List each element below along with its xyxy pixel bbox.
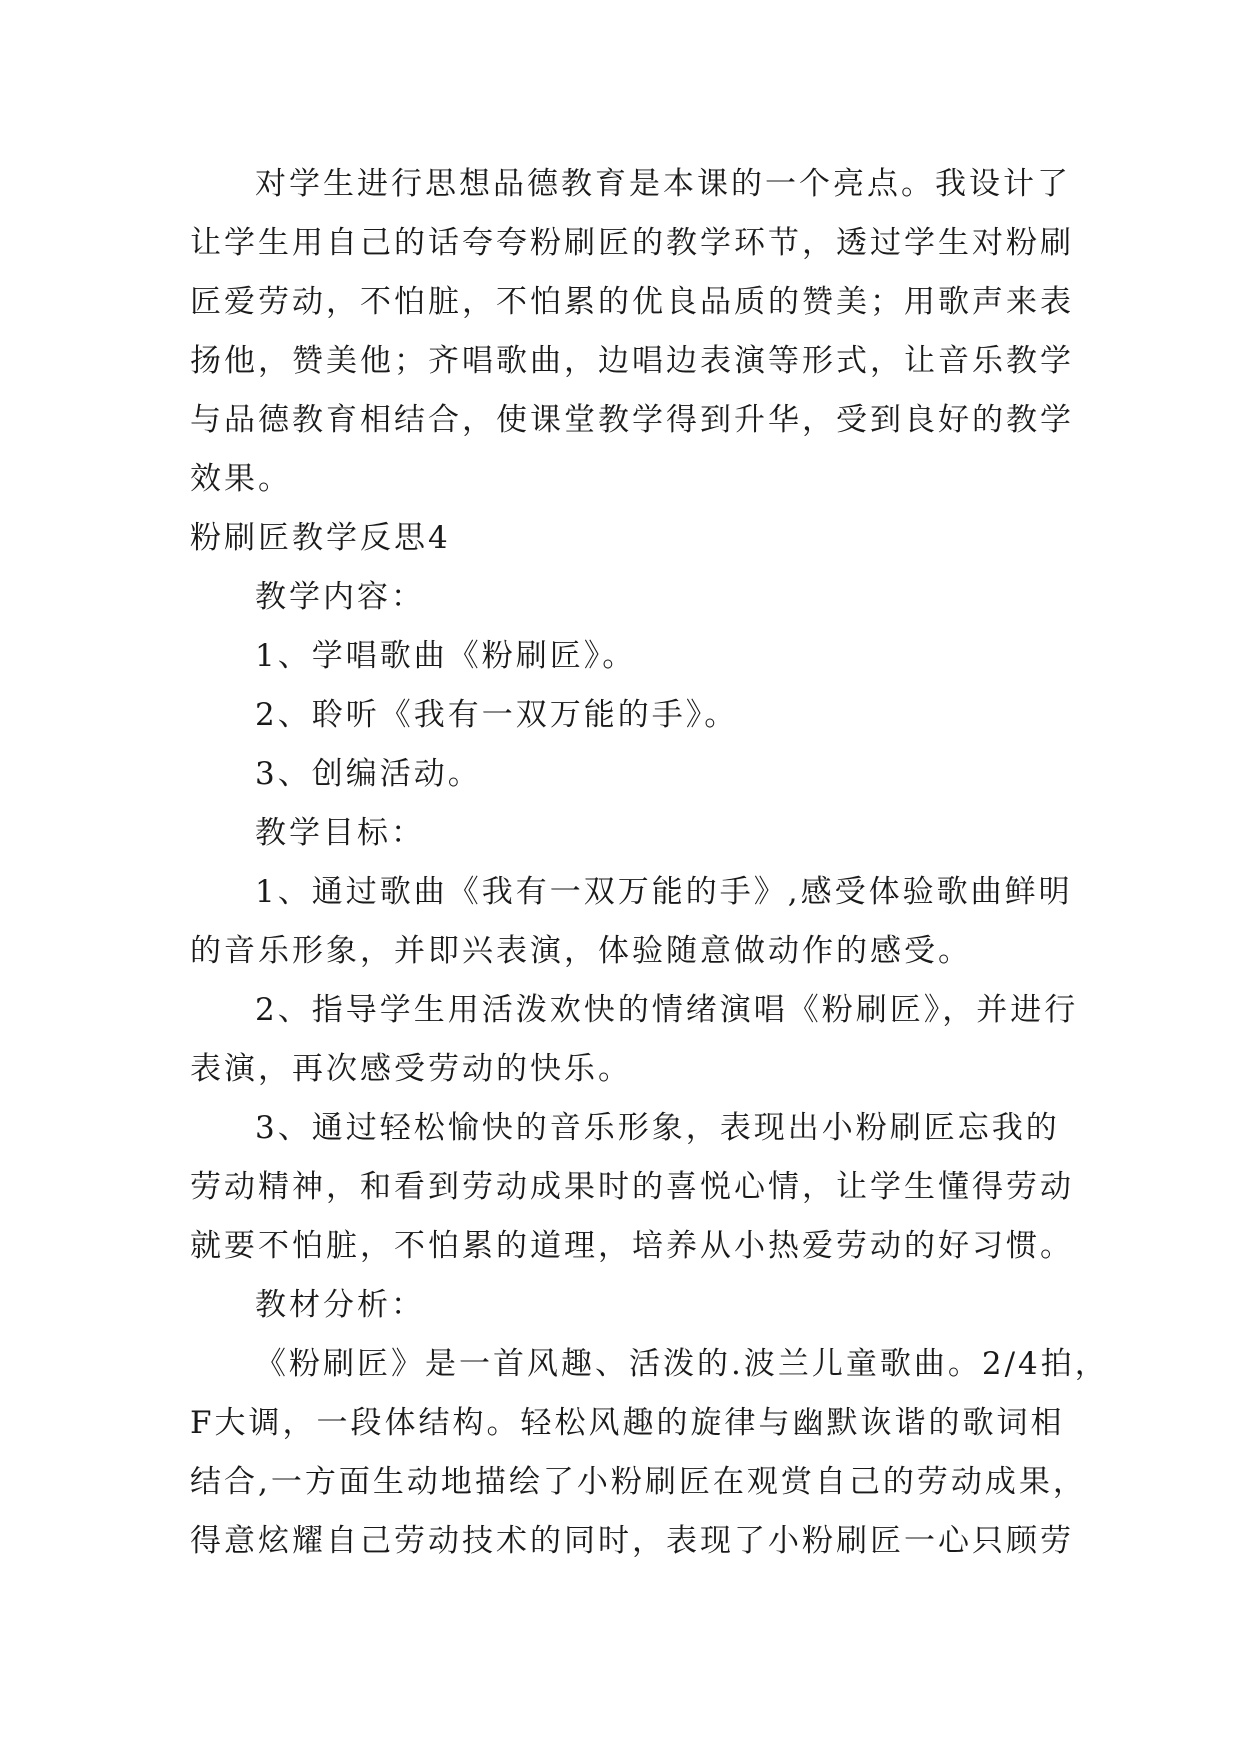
paragraph-line: 对学生进行思想品德教育是本课的一个亮点。我设计了 bbox=[255, 166, 1071, 202]
list-item: 3、创编活动。 bbox=[255, 756, 482, 792]
subheading-teaching-goals: 教学目标： bbox=[255, 815, 425, 851]
paragraph-line: 表演，再次感受劳动的快乐。 bbox=[190, 1051, 632, 1087]
paragraph-line: 的音乐形象，并即兴表演，体验随意做动作的感受。 bbox=[190, 933, 972, 969]
paragraph-line: 效果。 bbox=[190, 461, 292, 497]
list-item: 2、聆听《我有一双万能的手》。 bbox=[255, 697, 739, 733]
subheading-teaching-content: 教学内容： bbox=[255, 579, 425, 615]
paragraph-line: 匠爱劳动，不怕脏，不怕累的优良品质的赞美；用歌声来表 bbox=[190, 284, 1074, 320]
paragraph-line: 让学生用自己的话夸夸粉刷匠的教学环节，透过学生对粉刷 bbox=[190, 225, 1074, 261]
paragraph-line: 扬他，赞美他；齐唱歌曲，边唱边表演等形式，让音乐教学 bbox=[190, 343, 1074, 379]
paragraph-line: 《粉刷匠》是一首风趣、活泼的.波兰儿童歌曲。2/4拍， bbox=[255, 1346, 1109, 1382]
paragraph-line: F大调，一段体结构。轻松风趣的旋律与幽默诙谐的歌词相 bbox=[190, 1405, 1065, 1441]
list-item: 1、学唱歌曲《粉刷匠》。 bbox=[255, 638, 637, 674]
paragraph-line: 与品德教育相结合，使课堂教学得到升华，受到良好的教学 bbox=[190, 402, 1074, 438]
list-item: 1、通过歌曲《我有一双万能的手》,感受体验歌曲鲜明 bbox=[255, 874, 1073, 910]
paragraph-line: 结合,一方面生动地描绘了小粉刷匠在观赏自己的劳动成果， bbox=[190, 1464, 1087, 1500]
paragraph-line: 就要不怕脏，不怕累的道理，培养从小热爱劳动的好习惯。 bbox=[190, 1228, 1074, 1264]
list-item: 3、通过轻松愉快的音乐形象，表现出小粉刷匠忘我的 bbox=[255, 1110, 1060, 1146]
paragraph-line: 劳动精神，和看到劳动成果时的喜悦心情，让学生懂得劳动 bbox=[190, 1169, 1074, 1205]
subheading-material-analysis: 教材分析： bbox=[255, 1287, 425, 1323]
paragraph-line: 得意炫耀自己劳动技术的同时，表现了小粉刷匠一心只顾劳 bbox=[190, 1523, 1074, 1559]
section-heading: 粉刷匠教学反思4 bbox=[190, 520, 451, 556]
list-item: 2、指导学生用活泼欢快的情绪演唱《粉刷匠》，并进行 bbox=[255, 992, 1079, 1028]
